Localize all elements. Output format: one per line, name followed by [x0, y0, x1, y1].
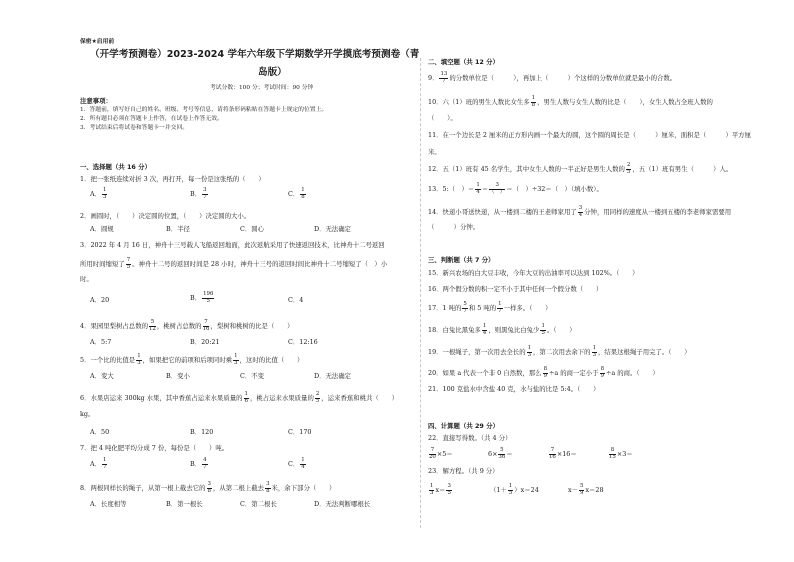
q2-option-a: A．圆规: [90, 225, 114, 233]
q3-stem-line3: 时。: [80, 275, 93, 283]
q5-option-d: D．无法确定: [314, 372, 352, 380]
q9-stem: 9． $\frac{13}{7}$ 的分数单位是（ ），再加上（ ）个这样的分数单位就是最小的合数。: [428, 71, 677, 84]
q5-option-c: C．不变: [240, 372, 265, 380]
q7-stem: 7．把 4 吨化肥平均分成 7 份，每份是（ ）吨。: [80, 444, 229, 452]
q22-item-1: $\frac{7}{20}$ ×5＝: [429, 447, 453, 460]
q23-item-2: （1＋ $\frac{1}{5}$ ）x＝24: [490, 483, 539, 496]
q6-option-a: A．50: [90, 428, 110, 436]
q15-stem: 15．新兴农场的白大豆丰收，今年大豆的出油率可以达到 102%。（ ）: [428, 269, 639, 277]
exam-title-line2: 岛版）: [258, 67, 287, 78]
q1-option-a: A． $\frac{1}{3}$: [90, 187, 107, 200]
q14-stem: 14．快递小哥送快递，从一楼到二楼的王老师家用了 $\frac{3}{4}$ 分钟，用同样的速度从一楼到五楼的李老师家需要用: [428, 205, 732, 218]
q17-stem: 17．1 吨的 $\frac{5}{7}$ 和 5 吨的 $\frac{1}{7}$ 一样多。（ ）: [428, 301, 552, 314]
q10-stem: 10．六（1）班的男生人数比女生多 $\frac{1}{8}$ ，男生人数与女生人数的比是（ ），女生人数占全班人数的: [428, 95, 713, 108]
q2-option-c: C．圆心: [240, 225, 265, 233]
notice-item-1: 1．答题前，填写好自己的姓名、班级、考号等信息，请将条形码粘贴在答题卡上规定的位置上。: [80, 107, 328, 113]
q7-option-b: B． $\frac{4}{7}$: [190, 457, 207, 470]
q22-stem: 22．直接写得数。（共 4 分）: [428, 434, 512, 442]
q4-option-c: C．12:16: [288, 338, 318, 346]
q22-item-2: 6× $\frac{5}{36}$ ＝: [488, 447, 513, 460]
q23-item-3: x－ $\frac{5}{9}$ x＝28: [568, 483, 604, 496]
q1-stem: 1．把一张纸连续对折 3 次，再打开，每一份是这张纸的（ ）: [80, 175, 265, 183]
q8-option-c: C．第二根长: [240, 500, 277, 508]
q7-option-c: C． $\frac{1}{4}$: [288, 457, 305, 470]
q11-stem-line1: 11．在一个边长是 2 厘米的正方形内画一个最大的圆，这个圆的周长是（ ）厘米，面积是（ ）平方厘: [428, 131, 752, 139]
q3-option-c: C．4: [288, 296, 304, 304]
q23-stem: 23．解方程。（共 9 分）: [428, 467, 499, 475]
q4-option-b: B．20:21: [190, 338, 220, 346]
q11-stem-line2: 米。: [428, 148, 441, 156]
q21-stem: 21．100 克盐水中含盐 40 克，水与盐的比是 5:4。（ ）: [428, 385, 600, 393]
q2-stem: 2．画圆时，（ ）决定圆的位置，（ ）决定圆的大小。: [80, 212, 251, 220]
q14-stem-line2: （ ）分钟。: [428, 223, 480, 231]
q4-stem: 4．果园里梨树占总数的 $\frac{5}{12}$ ，桃树占总数的 $\frac{7}{16}$ ，梨树和桃树的比是（ ）: [80, 319, 294, 332]
column-divider: [420, 58, 421, 528]
notice-heading: 注意事项：: [80, 97, 112, 105]
q12-stem: 12．五（1）班有 45 名学生，其中女生人数的一半正好是男生人数的 $\frac{2}{5}$ ，五（1）班有男生（ ）人。: [428, 162, 733, 175]
q16-stem: 16．两个假分数的积一定不小于其中任何一个假分数（ ）: [428, 285, 603, 293]
secret-label: 保密★启用前: [80, 39, 115, 45]
q10-stem-line2: （ ）。: [428, 114, 457, 122]
q8-option-b: B．第一根长: [166, 500, 203, 508]
q1-option-b: B． $\frac{3}{7}$: [190, 187, 207, 200]
q8-option-a: A．长度相等: [90, 500, 127, 508]
q3-stem-line2: 所用时间缩短了 $\frac{7}{5}$ 。神舟十二号的返回时间是 28 小时，神舟十三号的返回时间比神舟十二号缩短了（ ）小: [80, 257, 388, 270]
q19-stem: 19．一根绳子，第一次用去全长的 $\frac{1}{3}$ ，第二次用去余下的 $\frac{1}{3}$ ，结果这根绳子用完了。（ ）: [428, 345, 691, 358]
q7-option-a: A． $\frac{1}{7}$: [90, 457, 107, 470]
q3-option-a: A．20: [90, 296, 110, 304]
q5-option-b: B．变小: [166, 372, 190, 380]
exam-title-line1: （开学考预测卷）2023-2024 学年六年级下学期数学开学摸底考预测卷（青: [90, 49, 420, 60]
q6-option-b: B．120: [190, 428, 214, 436]
score-time: 考试分数：100 分；考试时间：90 分钟: [210, 85, 314, 91]
q5-stem: 5．一个比的比值是 $\frac{1}{3}$ ，如果把它的前项和后项同时乘 $\frac{1}{3}$ ，这时的比值（ ）: [80, 353, 304, 366]
q22-item-3: $\frac{7}{16}$ ×16＝: [549, 447, 577, 460]
q3-stem-line1: 3．2022 年 4 月 16 日，神舟十三号载人飞船返回地面，此次返航采用了快速返回技术，比神舟十二号返回: [80, 241, 385, 249]
q6-option-c: C．170: [288, 428, 312, 436]
q13-stem: 13．5:（ ）＝ $\frac{1}{4}$ ＝ 3 （ ） ＝（ ）÷32＝（ ）（填小数）。: [428, 182, 603, 195]
q1-option-c: C． $\frac{1}{8}$: [288, 187, 305, 200]
q6-stem-line2: kg。: [80, 410, 95, 418]
q5-option-a: A．变大: [90, 372, 114, 380]
notice-item-2: 2．所有题目必须在答题卡上作答，在试卷上作答无效。: [80, 116, 223, 122]
q23-item-1: $\frac{1}{3}$ x＝ $\frac{3}{5}$: [430, 483, 451, 496]
q22-item-4: $\frac{8}{15}$ ×3＝: [609, 447, 633, 460]
section-calc-heading: 四、计算题（共 29 分）: [428, 422, 499, 430]
q8-stem: 8．两根同样长的绳子，从第一根上截去它的 $\frac{3}{8}$ ，从第二根上截去 $\frac{3}{8}$ 米，余下部分（ ）: [80, 481, 336, 494]
q20-stem: 20．如果 a 代表一个非 0 自然数，那么 $\frac{8}{9}$ ÷a 的商一定小于 $\frac{8}{9}$ ÷a 的商。（ ）: [428, 366, 659, 379]
q4-option-a: A．5:7: [90, 338, 112, 346]
notice-item-3: 3．考试结束后将试卷和答题卡一并交回。: [80, 125, 189, 131]
section-fill-heading: 二、填空题（共 12 分）: [428, 58, 499, 66]
q2-option-d: D．无法确定: [314, 225, 352, 233]
q8-option-d: D．无法判断哪根长: [314, 500, 371, 508]
q2-option-b: B．半径: [166, 225, 190, 233]
section-choice-heading: 一、选择题（共 16 分）: [80, 163, 151, 171]
q6-stem: 6．水果店运来 300kg 水果，其中香蕉占运来水果质量的 $\frac{1}{6}$ ，桃占运来水果质量的 $\frac{2}{5}$ ，运来香蕉和桃共（ ）: [80, 391, 398, 404]
q18-stem: 18．白兔比黑兔多 $\frac{1}{4}$ ，则黑兔比白兔少 $\frac{1}{5}$ 。（ ）: [428, 323, 576, 336]
q3-option-b: B． $\frac{196}{5}$: [190, 291, 214, 304]
section-judge-heading: 三、判断题（共 7 分）: [428, 256, 495, 264]
